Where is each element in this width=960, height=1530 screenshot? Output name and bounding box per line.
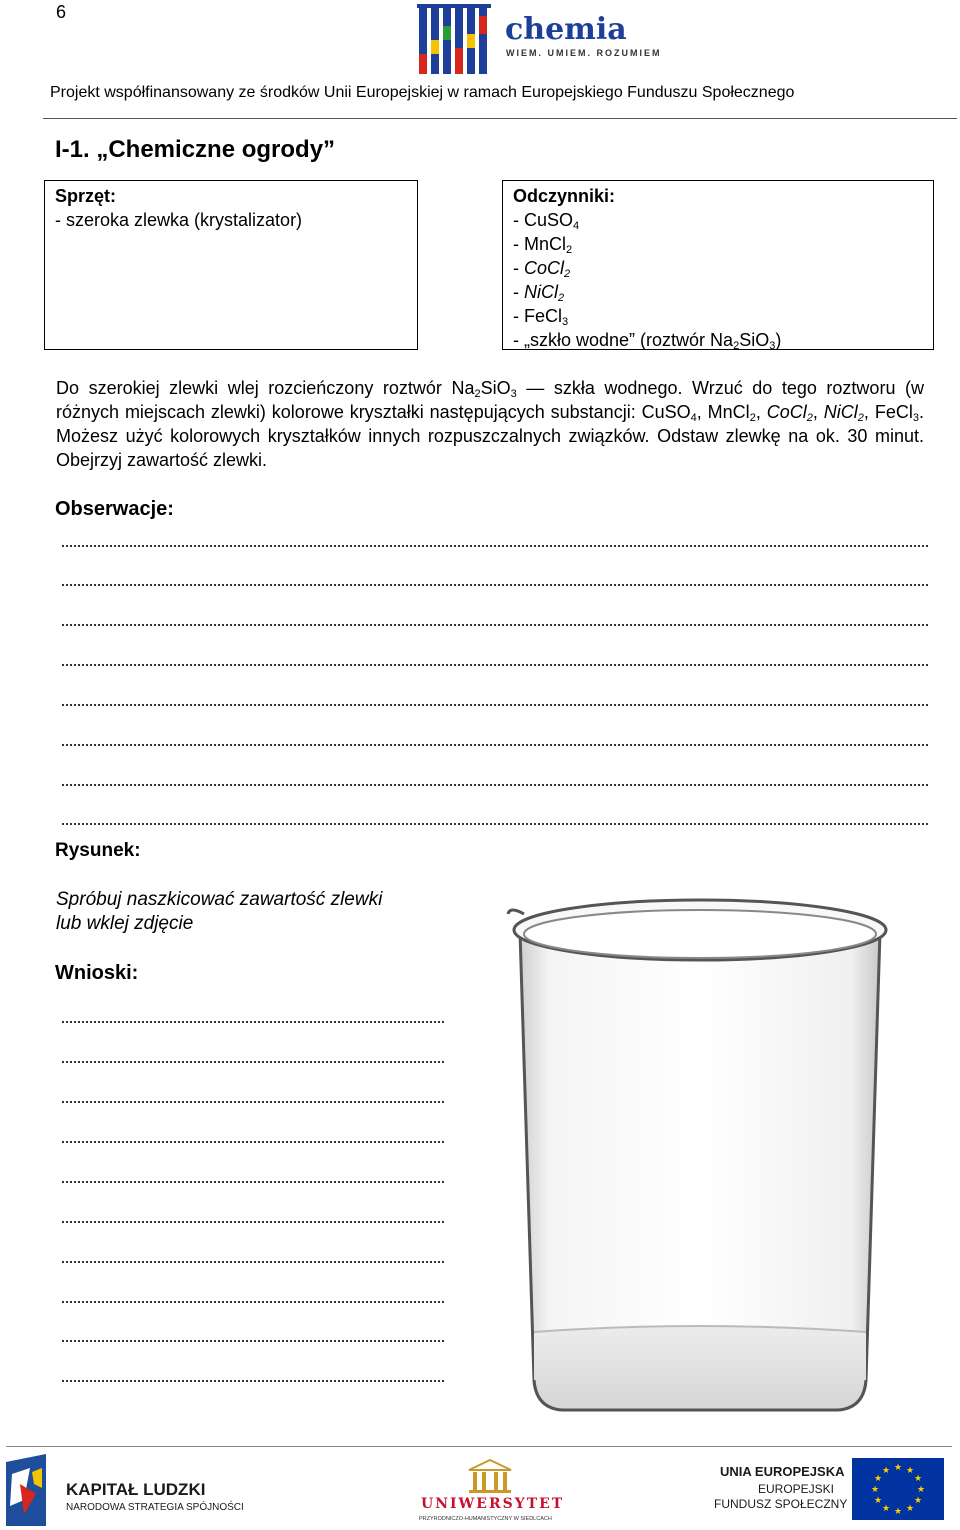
kapital-ludzki-logo [6, 1454, 246, 1530]
eu-logo [710, 1454, 950, 1530]
svg-text:★: ★ [870, 1485, 880, 1495]
reagent-nicl2: - NiCl$_2$ [513, 282, 565, 304]
conclusion-line[interactable] [62, 1301, 444, 1303]
reagent-water-glass: - „szkło wodne” (roztwór $Na_2SiO_3$) [513, 330, 782, 352]
conclusion-line[interactable] [62, 1021, 444, 1023]
reagents-heading: Odczynniki: [513, 186, 616, 206]
beaker-illustration [500, 880, 900, 1420]
svg-text:★: ★ [913, 1496, 923, 1506]
equipment-item: - szeroka zlewka (krystalizator) [55, 210, 303, 230]
svg-text:★: ★ [905, 1504, 915, 1514]
eu-title: UNIA EUROPEJSKA [720, 1464, 845, 1479]
page-number: 6 [56, 2, 67, 22]
university-logo [415, 1458, 565, 1530]
chemia-logo-name: chemia [505, 12, 627, 47]
observation-line[interactable] [62, 584, 928, 586]
footer-divider [6, 1446, 952, 1447]
svg-text:★: ★ [913, 1474, 923, 1484]
kapital-ludzki-title: KAPITAŁ LUDZKI [66, 1480, 206, 1499]
kapital-ludzki-subtitle: NARODOWA STRATEGIA SPÓJNOŚCI [66, 1502, 244, 1513]
conclusion-line[interactable] [62, 1101, 444, 1103]
conclusion-line[interactable] [62, 1221, 444, 1223]
conclusion-line[interactable] [62, 1380, 444, 1382]
observation-line[interactable] [62, 823, 928, 825]
observation-line[interactable] [62, 744, 928, 746]
drawing-instructions: Spróbuj naszkicować zawartość zlewki lub wklej zdjęcie [56, 889, 383, 934]
header-divider [43, 118, 957, 119]
conclusion-line[interactable] [62, 1261, 444, 1263]
observation-line[interactable] [62, 664, 928, 666]
svg-text:★: ★ [893, 1507, 903, 1517]
reagent-cocl2: - CoCl$_2$ [513, 258, 571, 280]
svg-text:★: ★ [893, 1463, 903, 1473]
observation-line[interactable] [62, 624, 928, 626]
svg-text:★: ★ [873, 1474, 883, 1484]
conclusion-line[interactable] [62, 1181, 444, 1183]
reagent-mncl2: - MnCl$_2$ [513, 234, 573, 256]
funding-statement: Projekt współfinansowany ze środków Unii Europejskiej w ramach Europejskiego Funduszu Społecznego [50, 84, 795, 101]
reagent-cuso4: - CuSO$_4$ [513, 210, 580, 232]
svg-text:★: ★ [905, 1466, 915, 1476]
chemia-logo-icon [415, 4, 505, 76]
instructions-paragraph: Do szerokiej zlewki wlej rozcieńczony roztwór $Na_2SiO_3$ — szkła wodnego. Wrzuć do tego roztworu (w różnych miejscach zlewki) kolorowe kryształki następujących substancji: CuSO$_4$, MnCl$_2$, CoCl$_2$, NiCl$_2$, FeCl$_3$. Możesz użyć kolorowych kryształków innych rozpuszczalnych związków. Odstaw zlewkę na ok. 30 minut. Obejrzyj zawartość zlewki. [56, 378, 925, 470]
reagents-box [502, 180, 934, 350]
eu-subtitle-2: FUNDUSZ SPOŁECZNY [714, 1497, 848, 1511]
svg-text:★: ★ [881, 1504, 891, 1514]
equipment-heading: Sprzęt: [55, 186, 117, 206]
chemia-logo [415, 4, 662, 76]
eu-subtitle-1: EUROPEJSKI [758, 1482, 835, 1496]
svg-text:★: ★ [873, 1496, 883, 1506]
conclusions-heading: Wnioski: [55, 962, 139, 984]
eu-flag-icon [852, 1458, 944, 1520]
university-subtitle: PRZYRODNICZO-HUMANISTYCZNY W SIEDLCACH [419, 1516, 552, 1522]
svg-text:★: ★ [916, 1485, 926, 1495]
observation-line[interactable] [62, 784, 928, 786]
reagent-fecl3: - FeCl$_3$ [513, 306, 569, 328]
kapital-ludzki-icon [6, 1454, 56, 1526]
conclusion-line[interactable] [62, 1061, 444, 1063]
equipment-box [44, 180, 418, 350]
chemia-logo-tagline: WIEM. UMIEM. ROZUMIEM [506, 48, 662, 58]
observation-line[interactable] [62, 545, 928, 547]
svg-text:★: ★ [881, 1466, 891, 1476]
conclusion-line[interactable] [62, 1340, 444, 1342]
drawing-heading: Rysunek: [55, 840, 141, 861]
university-building-icon [465, 1458, 515, 1494]
university-title: UNIWERSYTET [421, 1496, 565, 1512]
page-title: I-1. „Chemiczne ogrody” [55, 136, 336, 163]
observation-line[interactable] [62, 704, 928, 706]
observations-heading: Obserwacje: [55, 498, 174, 520]
conclusion-line[interactable] [62, 1141, 444, 1143]
